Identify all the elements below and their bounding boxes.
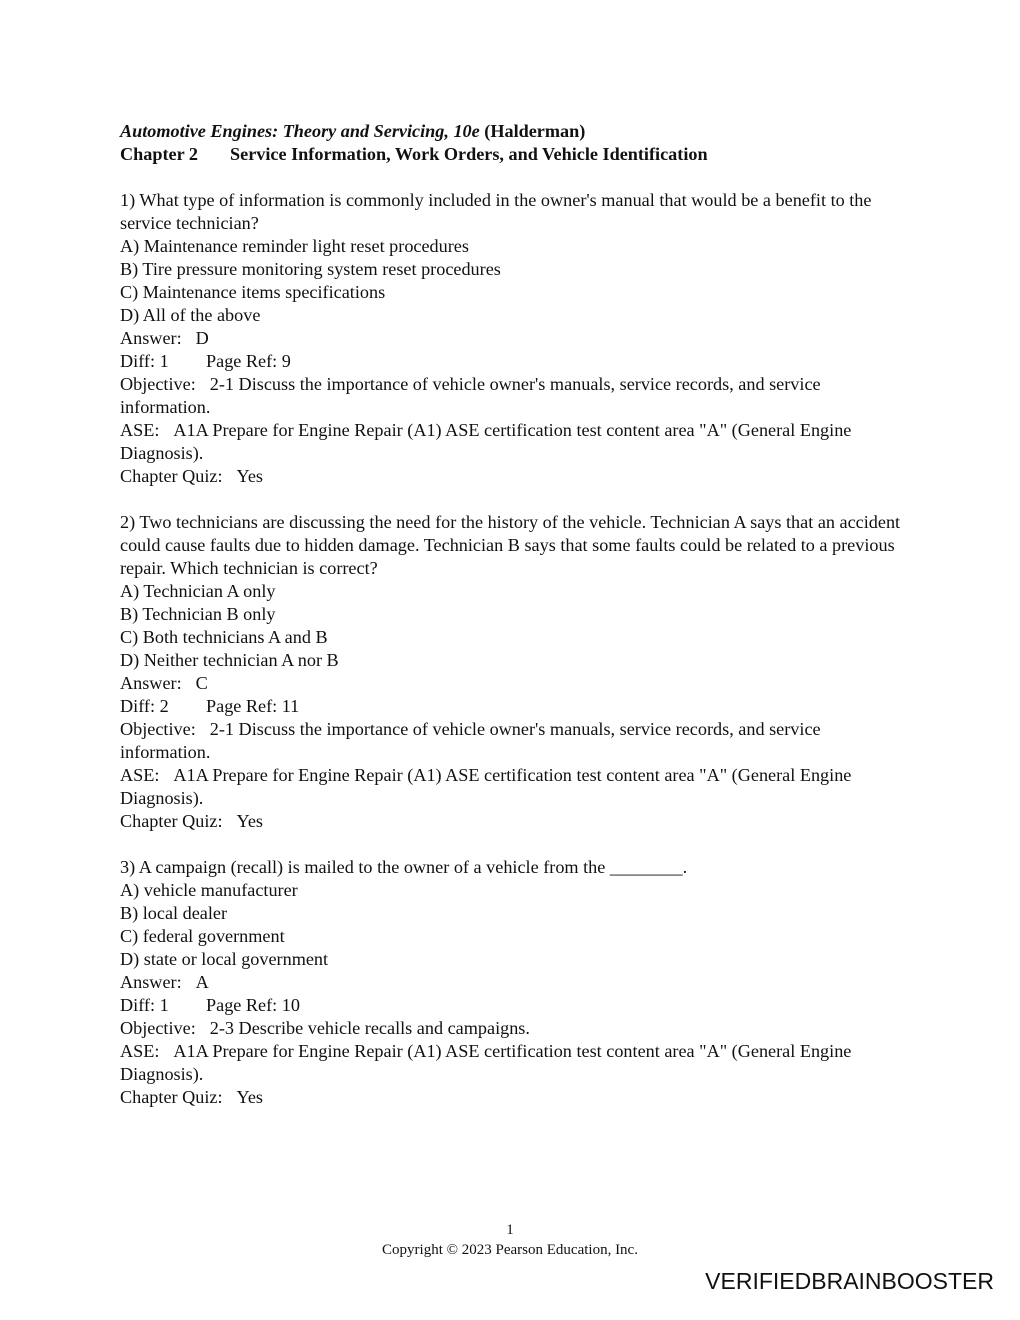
option-c: C) Maintenance items specifications [120,282,386,302]
copyright-notice: Copyright © 2023 Pearson Education, Inc. [382,1242,638,1258]
option-b: B) Technician B only [120,604,276,624]
ase-text: A1A Prepare for Engine Repair (A1) ASE certification test content area "A" (General Engine Diagnosis). [120,765,852,808]
question-stem: 1) What type of information is commonly included in the owner's manual that would be a benefit to the service technician? [120,190,872,233]
answer-line [120,327,910,350]
objective-text: 2-1 Discuss the importance of vehicle owner's manuals, service records, and service information. [120,374,821,417]
quiz-line [120,1086,910,1109]
objective-text: 2-1 Discuss the importance of vehicle owner's manuals, service records, and service information. [120,719,821,762]
option-c: C) federal government [120,926,285,946]
ase-text: A1A Prepare for Engine Repair (A1) ASE certification test content area "A" (General Engine Diagnosis). [120,1041,852,1084]
question-3 [120,856,910,1109]
page-number: 1 [506,1222,514,1238]
answer-value: D [195,328,209,348]
quiz-line [120,465,910,488]
option-b: B) Tire pressure monitoring system reset procedures [120,259,501,279]
answer-label: Answer: [120,328,182,348]
ase-label: ASE: [120,1041,160,1061]
option-d: D) state or local government [120,949,329,969]
option-d: D) Neither technician A nor B [120,650,339,670]
chapter-title: Service Information, Work Orders, and Vehicle Identification [230,144,708,164]
objective-line [120,1017,910,1040]
option-d: D) All of the above [120,305,261,325]
quiz-value: Yes [236,1087,263,1107]
diff-line [120,994,910,1017]
quiz-label: Chapter Quiz: [120,1087,223,1107]
question-stem: 2) Two technicians are discussing the need for the history of the vehicle. Technician A says that an accident could cause faults due to hidden damage. Technician B says that some faults could be related to a previous repair. Which technician is correct? [120,512,901,578]
objective-text: 2-3 Describe vehicle recalls and campaigns. [209,1018,530,1038]
answer-value: A [195,972,209,992]
answer-line [120,672,910,695]
option-b: B) local dealer [120,903,228,923]
chapter-heading [120,143,910,166]
option-a: A) vehicle manufacturer [120,880,298,900]
quiz-value: Yes [236,811,263,831]
option-c: C) Both technicians A and B [120,627,328,647]
objective-label: Objective: [120,719,196,739]
quiz-label: Chapter Quiz: [120,811,223,831]
watermark-text: VERIFIEDBRAINBOOSTER [705,1268,994,1294]
question-1 [120,189,910,488]
option-a: A) Technician A only [120,581,276,601]
book-author: (Halderman) [484,121,586,141]
question-stem: 3) A campaign (recall) is mailed to the owner of a vehicle from the ________. [120,857,688,877]
answer-value: C [195,673,208,693]
ase-text: A1A Prepare for Engine Repair (A1) ASE certification test content area "A" (General Engine Diagnosis). [120,420,852,463]
answer-label: Answer: [120,972,182,992]
ase-line [120,1040,910,1086]
quiz-label: Chapter Quiz: [120,466,223,486]
book-title-line [120,120,910,143]
ase-label: ASE: [120,420,160,440]
page-ref: Page Ref: 11 [206,696,300,716]
diff-line [120,350,910,373]
ase-line [120,419,910,465]
quiz-line [120,810,910,833]
question-2 [120,511,910,833]
book-title: Automotive Engines: Theory and Servicing, 10e [120,121,480,141]
objective-line [120,373,910,419]
answer-line [120,971,910,994]
difficulty: Diff: 2 [120,696,169,716]
document-page [120,120,910,1109]
option-a: A) Maintenance reminder light reset procedures [120,236,469,256]
page-ref: Page Ref: 9 [206,351,291,371]
chapter-label: Chapter 2 [120,144,198,164]
difficulty: Diff: 1 [120,995,169,1015]
answer-label: Answer: [120,673,182,693]
objective-label: Objective: [120,374,196,394]
objective-line [120,718,910,764]
difficulty: Diff: 1 [120,351,169,371]
diff-line [120,695,910,718]
quiz-value: Yes [236,466,263,486]
page-ref: Page Ref: 10 [206,995,300,1015]
objective-label: Objective: [120,1018,196,1038]
ase-label: ASE: [120,765,160,785]
ase-line [120,764,910,810]
